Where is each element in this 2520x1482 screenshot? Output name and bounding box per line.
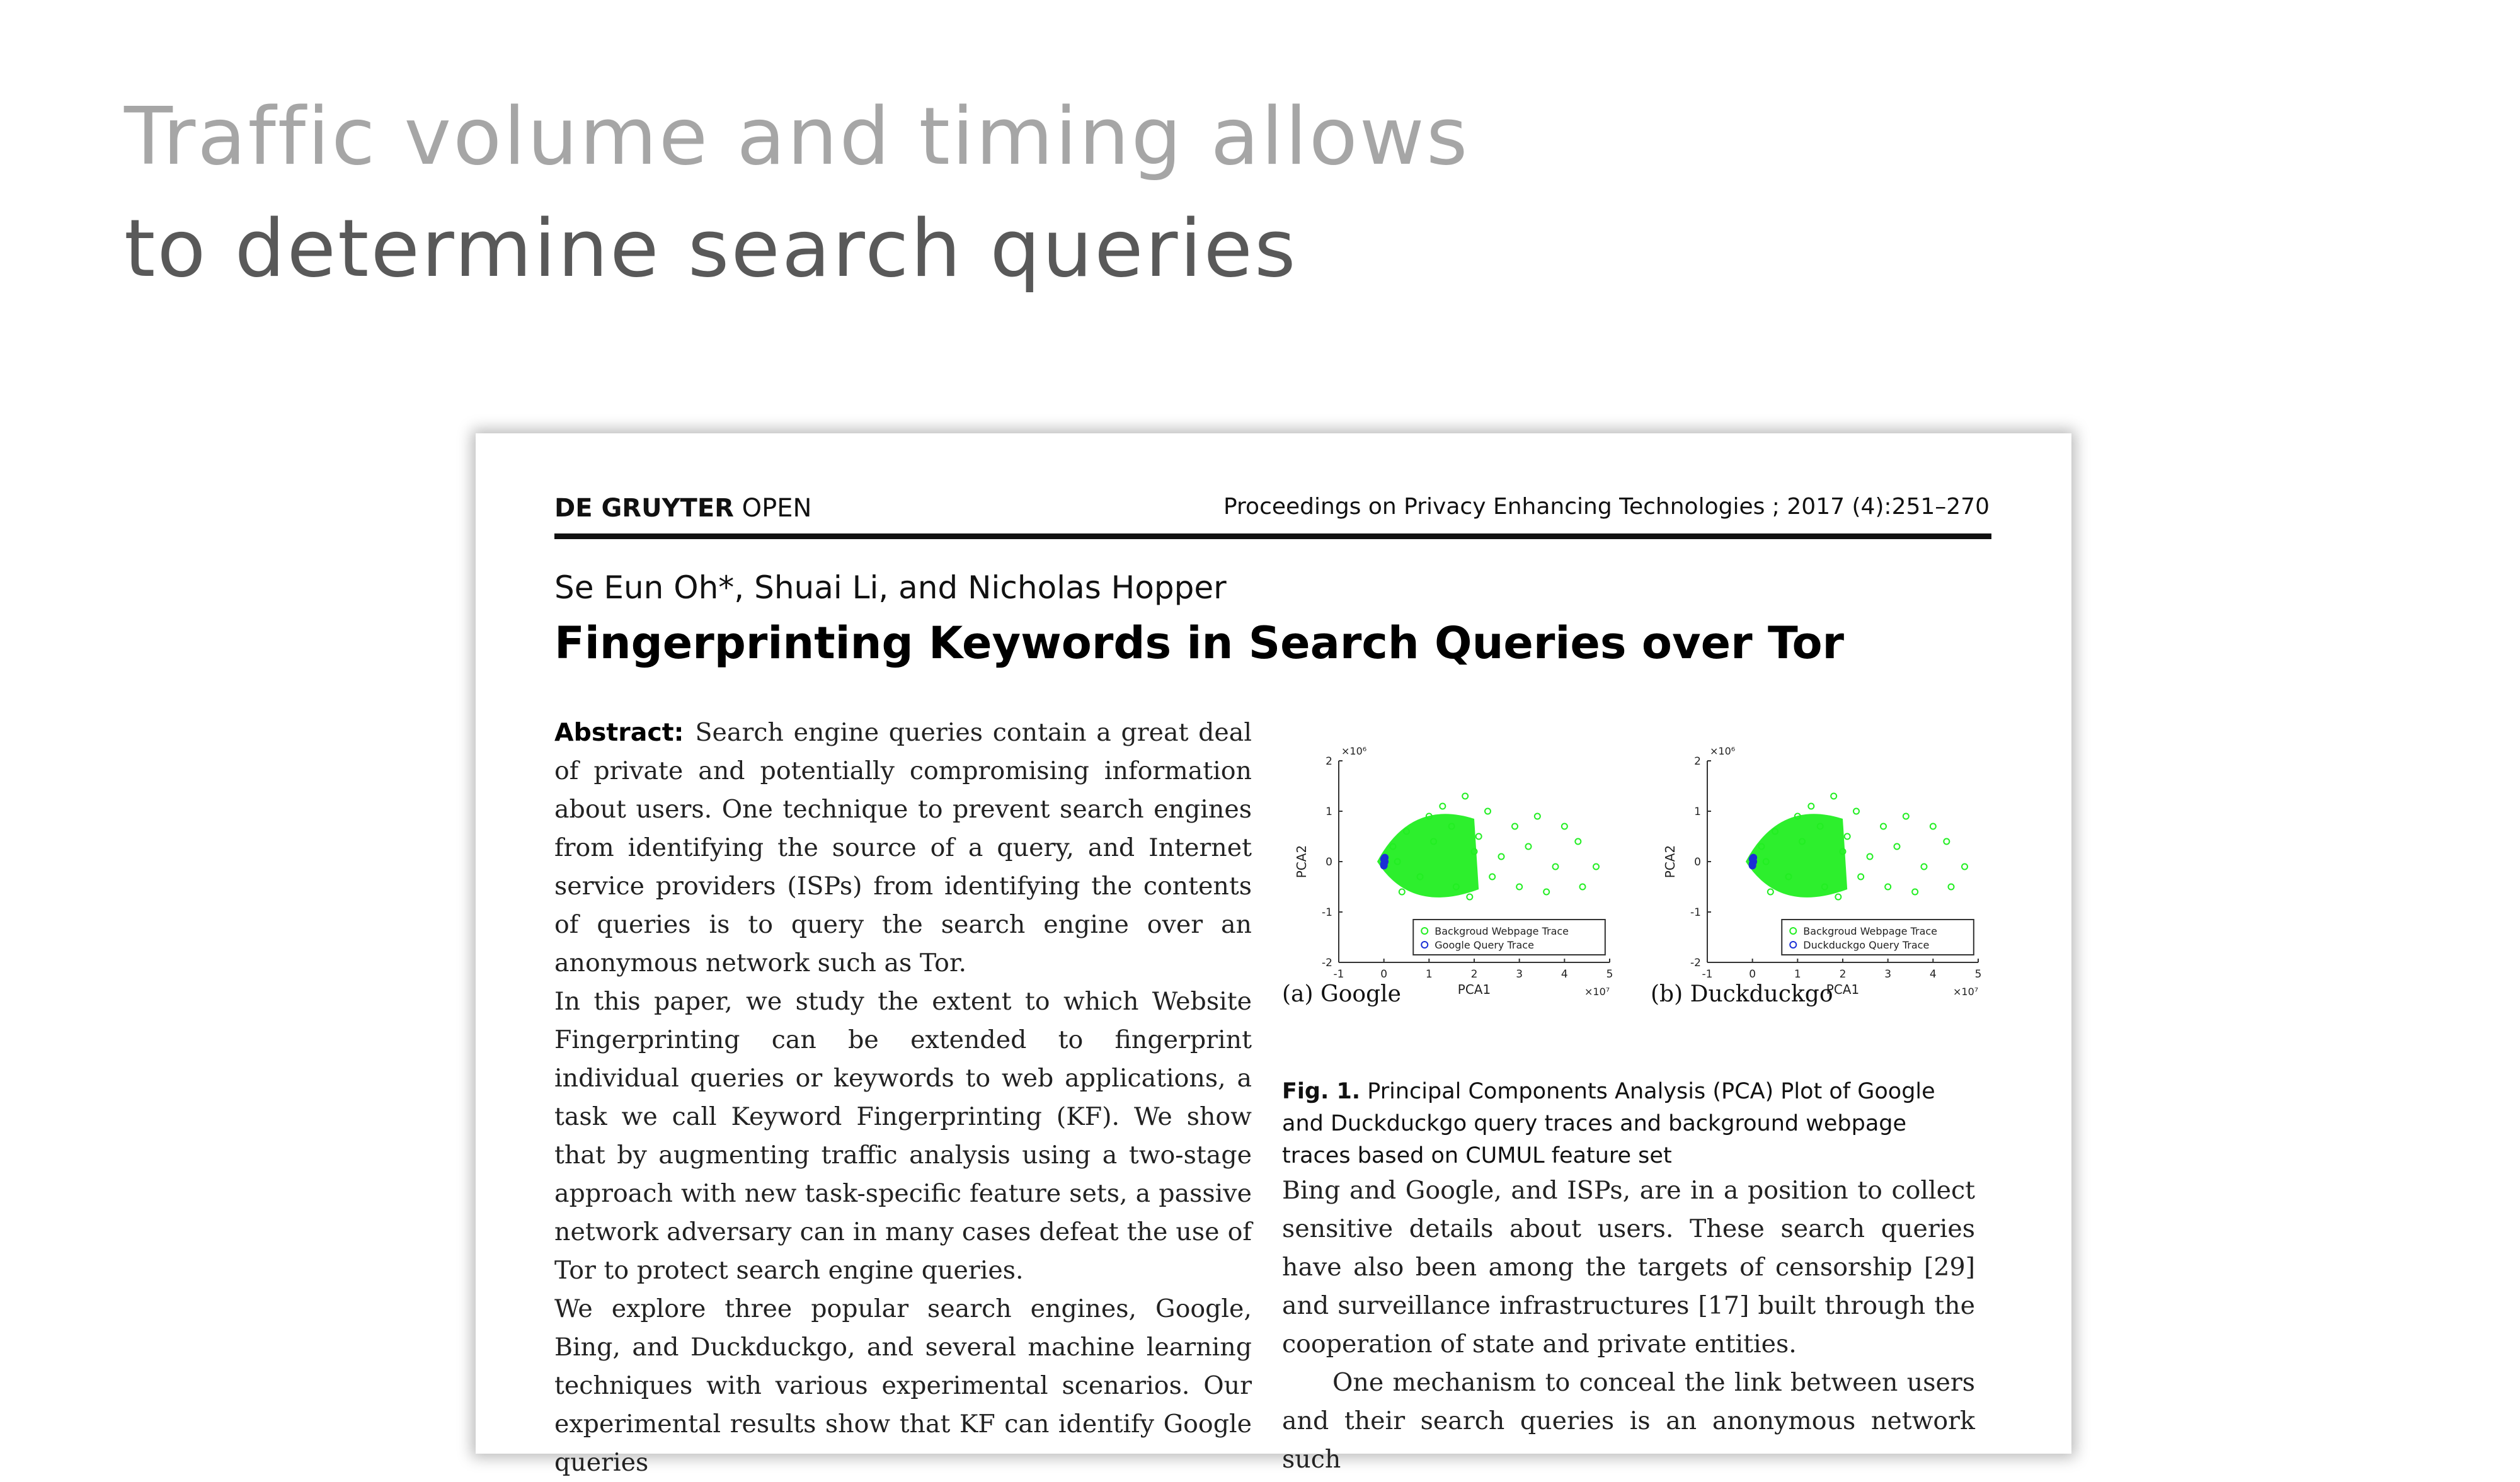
background-trace-cloud [1377,814,1479,898]
abstract-paragraph-2: In this paper, we study the extent to which Website Fingerprinting can be extended to fingerprint individual queries or keywords to web applications, a task we call Keyword Fingerprinting (KF). We show that by augmenting traffic analysis using a two-stage approach with new task-specific feature sets, a passive network adversary can in many cases defeat the use of Tor to protect search engine queries. [554,987,1252,1285]
paper-page [476,433,2071,1477]
background-trace-point [1512,824,1518,829]
body-right-column [1282,1171,1975,1479]
background-trace-point [1768,889,1773,895]
background-trace-point [1580,884,1586,890]
x-tick-label: 1 [1425,968,1433,981]
x-tick-label: 0 [1380,968,1388,981]
query-trace-point [1380,862,1388,869]
y-tick-label: -1 [1690,906,1701,919]
slide-title-line1: Traffic volume and timing allows [124,90,1470,183]
background-trace-point [1903,814,1909,819]
x-axis-label: PCA1 [1457,982,1491,997]
y-tick-label: 1 [1326,806,1332,818]
y-tick-label: -2 [1690,957,1701,969]
x-tick-label: -1 [1333,968,1344,981]
background-trace-point [1831,794,1836,799]
background-trace-point [1399,889,1405,895]
query-trace-point [1749,862,1756,869]
x-exponent: ×10⁷ [1953,986,1979,998]
publisher-header [554,494,811,523]
y-tick-label: -1 [1322,906,1332,919]
background-trace-point [1526,844,1532,850]
y-exponent: ×10⁶ [1341,745,1367,757]
query-trace-point [1750,854,1757,862]
background-trace-point [1867,854,1873,860]
y-tick-label: 0 [1326,856,1332,869]
publisher-suffix: OPEN [733,494,812,523]
background-trace-point [1593,864,1599,870]
x-tick-label: -1 [1702,968,1713,981]
y-tick-label: 2 [1694,755,1701,768]
abstract-text-1: Search engine queries contain a great deal of private and potentially compromising information about users. One technique to prevent search engines from identifying the source of a query, and Internet service providers (ISPs) from identifying the contents of queries is to query the search engine over an anonymous network such as Tor. [554,718,1252,978]
background-trace-point [1440,804,1445,809]
y-tick-label: 1 [1694,806,1701,818]
x-tick-label: 1 [1794,968,1801,981]
legend-label-query: Duckduckgo Query Trace [1803,939,1930,951]
x-tick-label: 0 [1749,968,1756,981]
y-tick-label: 2 [1326,755,1332,768]
background-trace-point [1499,854,1504,860]
x-tick-label: 3 [1884,968,1892,981]
slide-title [124,81,1470,305]
y-exponent: ×10⁶ [1710,745,1736,757]
background-trace-point [1949,884,1954,890]
background-trace-point [1544,889,1549,895]
background-trace-point [1922,864,1927,870]
background-trace-point [1858,874,1864,880]
caption-text: Principal Components Analysis (PCA) Plot of Google and Duckduckgo query traces and background webpage traces based on CUMUL feature set [1282,1079,1935,1168]
background-trace-point [1808,804,1814,809]
body-paragraph-1: Bing and Google, and ISPs, are in a position to collect sensitive details about users. These search queries have also been among the targets of censorship [29] and surveillance infrastructures [17] built through the cooperation of state and private entities. [1282,1176,1975,1359]
background-trace-point [1562,824,1567,829]
query-trace-point [1381,854,1389,862]
background-trace-point [1476,834,1482,840]
x-tick-label: 4 [1561,968,1568,981]
abstract-paragraph-1 [554,714,1252,983]
background-trace-point [1516,884,1522,890]
x-tick-label: 3 [1516,968,1523,981]
background-trace-point [1944,839,1949,845]
body-paragraph-2: One mechanism to conceal the link between users and their search queries is an anonymous network such [1282,1368,1975,1474]
x-tick-label: 5 [1606,968,1613,981]
background-trace-point [1962,864,1967,870]
x-tick-label: 2 [1470,968,1478,981]
x-tick-label: 4 [1929,968,1937,981]
y-tick-label: -2 [1322,957,1332,969]
abstract-paragraph-3: We explore three popular search engines, Google, Bing, and Duckduckgo, and several machine learning techniques with various experimental scenarios. Our experimental results show that KF can identify Google queries [554,1294,1252,1477]
legend-label-query: Google Query Trace [1435,939,1534,951]
y-axis-label: PCA2 [1663,845,1678,879]
background-trace-point [1553,864,1559,870]
background-trace-point [1912,889,1918,895]
background-trace-cloud [1746,814,1847,898]
publisher-name: DE GRUYTER [554,494,734,523]
background-trace-point [1885,884,1891,890]
abstract-column [554,714,1252,1482]
abstract-label: Abstract: [554,718,684,747]
header-rule [554,533,1991,539]
background-trace-point [1485,809,1491,814]
caption-label: Fig. 1. [1282,1079,1361,1104]
background-trace-point [1535,814,1540,819]
background-trace-point [1894,844,1900,850]
subcaption: (a) Google [1282,981,1401,1007]
paper-title: Fingerprinting Keywords in Search Queries over Tor [554,617,1845,669]
background-trace-point [1467,894,1472,900]
background-trace-point [1881,824,1886,829]
plot-duckduckgo [1651,745,1981,1007]
background-trace-point [1853,809,1859,814]
x-exponent: ×10⁷ [1584,986,1610,998]
plot-google [1282,745,1613,1007]
slide-title-line2: to determine search queries [124,202,1298,295]
x-tick-label: 5 [1974,968,1982,981]
journal-header: Proceedings on Privacy Enhancing Technologies ; 2017 (4):251–270 [1223,494,1990,520]
background-trace-point [1489,874,1495,880]
paper-authors: Se Eun Oh*, Shuai Li, and Nicholas Hopper [554,569,1227,606]
background-trace-point [1462,794,1468,799]
background-trace-point [1575,839,1581,845]
figure-caption [1282,1076,1975,1172]
background-trace-point [1835,894,1841,900]
y-tick-label: 0 [1694,856,1701,869]
pca-figure [1282,742,1982,1007]
x-axis-label: PCA1 [1826,982,1860,997]
y-axis-label: PCA2 [1294,845,1309,879]
background-trace-point [1845,834,1850,840]
legend-label-background: Backgroud Webpage Trace [1435,925,1569,937]
legend-label-background: Backgroud Webpage Trace [1803,925,1938,937]
x-tick-label: 2 [1839,968,1847,981]
subcaption: (b) Duckduckgo [1651,981,1833,1007]
background-trace-point [1930,824,1936,829]
